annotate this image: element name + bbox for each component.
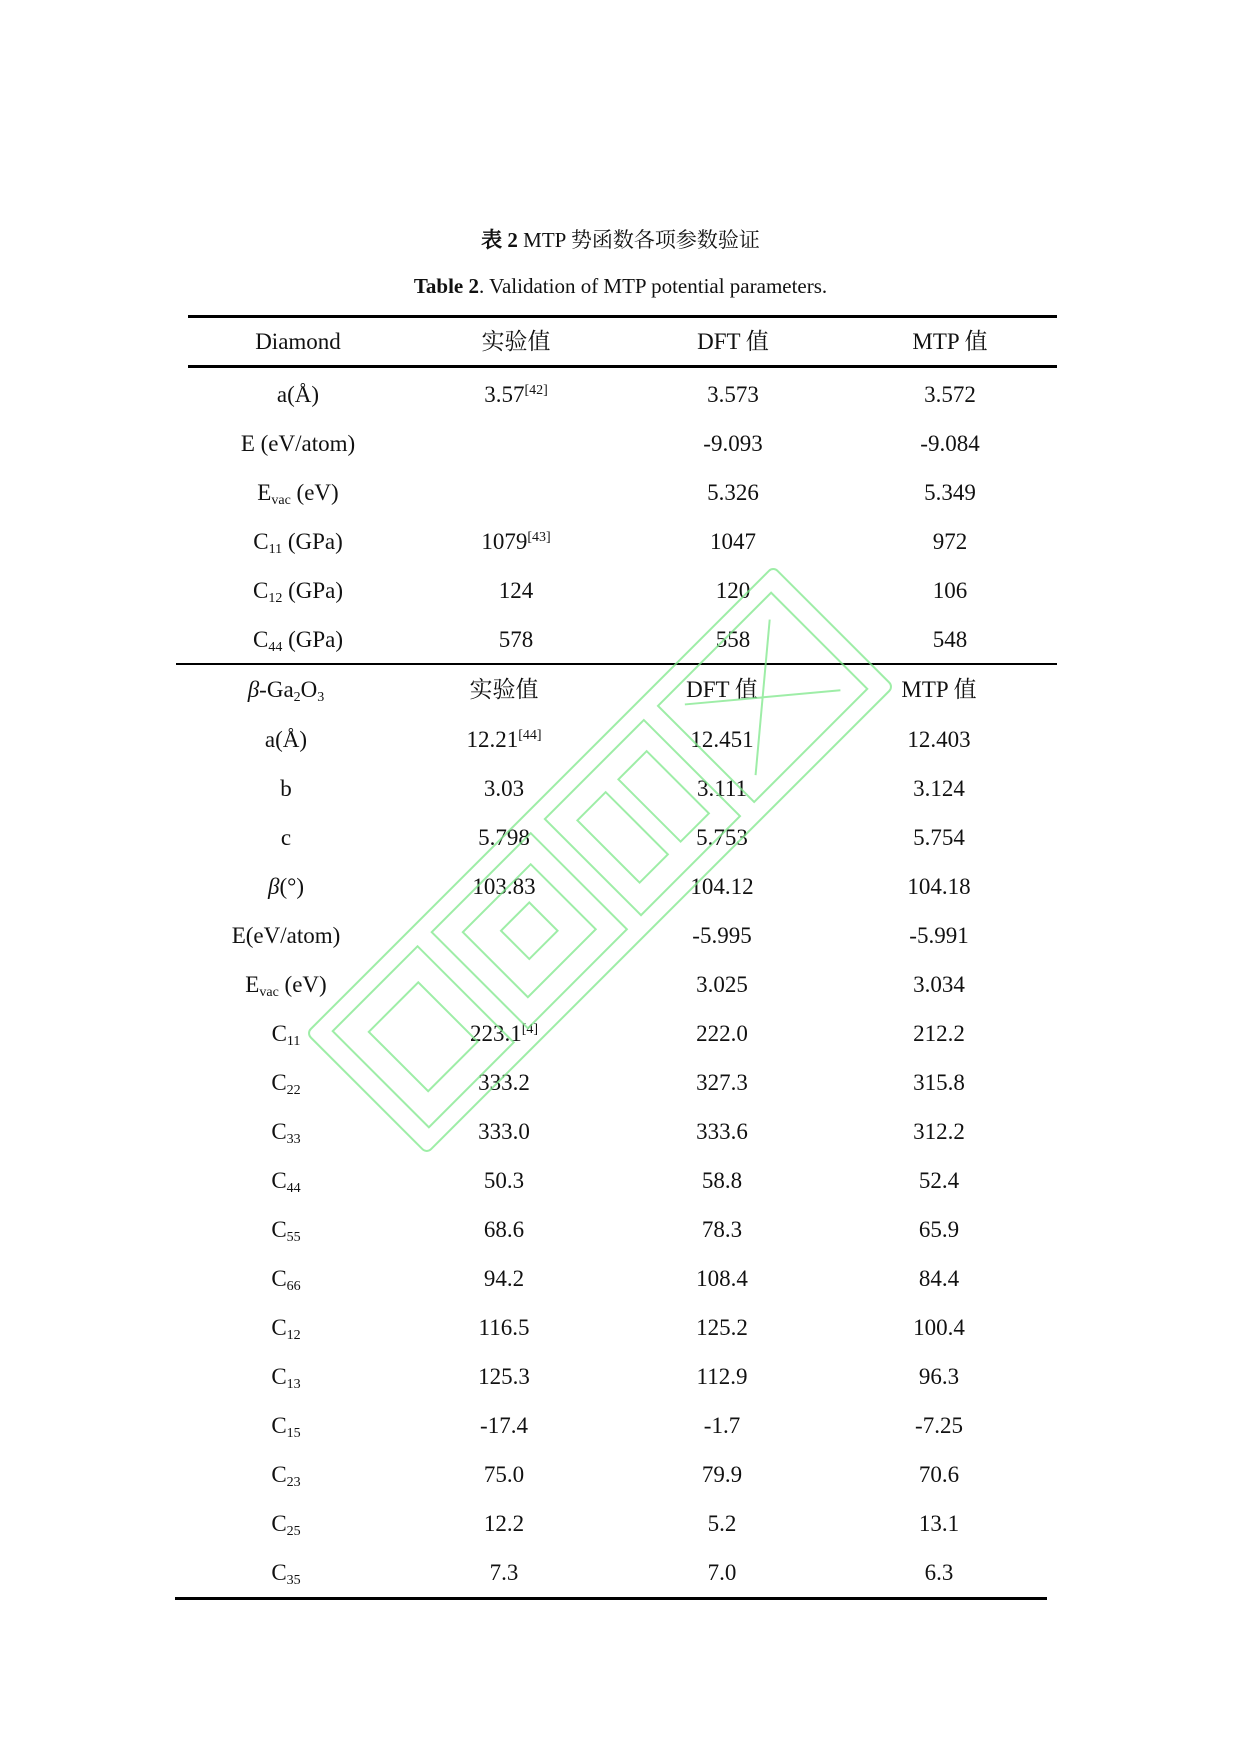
table-row [0,1362,1241,1392]
table-row [0,1117,1241,1147]
mtp-value: 972 [932,529,968,554]
table-row [0,774,1241,804]
table-row [0,1264,1241,1294]
top-rule [188,315,1057,318]
caption-text-en: . Validation of MTP potential parameters. [479,274,828,298]
exp-value: 333.0 [478,1119,530,1144]
mtp-value: 3.124 [913,776,965,801]
table-caption-english [0,274,1241,299]
table-row [0,1558,1241,1588]
exp-value: 5.798 [478,825,530,850]
header-exp: 实验值 [481,329,551,354]
row-label: $C_{22}$ [271,1070,301,1098]
mtp-value: 5.349 [924,480,976,505]
table-row [0,725,1241,755]
mtp-value: 84.4 [918,1266,960,1291]
row-label: $C_{12}$ [271,1315,301,1343]
mtp-value: 96.3 [918,1364,960,1389]
table-row [0,921,1241,951]
row-label: $C_{23}$ [271,1462,301,1490]
dft-value: 58.8 [701,1168,743,1193]
caption-label-zh: 表 2 [481,228,518,252]
table-row [0,429,1241,459]
header-mtp: MTP 值 [901,677,977,702]
table-row [0,872,1241,902]
mtp-value: -7.25 [915,1413,963,1438]
row-label: b [280,776,292,801]
mtp-value: 212.2 [913,1021,965,1046]
table-row [0,1068,1241,1098]
exp-value: 68.6 [483,1217,525,1242]
row-label: $C_{44}$ [271,1168,301,1196]
mtp-value: 3.034 [913,972,965,997]
header-exp: 实验值 [469,677,539,702]
mtp-value: 315.8 [913,1070,965,1095]
row-label: $C_{55}$ [271,1217,301,1245]
row-label: $C_{13}$ [271,1364,301,1392]
mtp-value: 5.754 [913,825,965,850]
citation: [42] [524,383,548,398]
table-row [0,970,1241,1000]
dft-value: 5.326 [707,480,759,505]
exp-value: 223.1[4] [469,1021,539,1046]
diamond-header-label: Diamond [255,329,341,354]
header-rule [188,365,1057,368]
exp-value: 1079[43] [481,529,551,554]
exp-value: 12.2 [483,1511,525,1536]
dft-value: 3.111 [696,776,748,801]
row-label: E(eV/atom) [231,923,341,948]
row-label: a(Å) [264,727,308,752]
mtp-value: 100.4 [913,1315,965,1340]
row-label: β(°) [268,874,304,899]
table-row [0,1460,1241,1490]
citation: [43] [527,530,551,545]
caption-label-en: Table 2 [413,274,479,298]
table-row [0,625,1241,655]
mtp-value: 65.9 [918,1217,960,1242]
citation: [44] [518,728,542,743]
exp-value: 3.57[42] [484,382,548,407]
mtp-value: 13.1 [918,1511,960,1536]
dft-value: 333.6 [696,1119,748,1144]
row-label: c [280,825,292,850]
table-row [0,380,1241,410]
dft-value: 327.3 [696,1070,748,1095]
row-label: $C_{11}$ (GPa) [253,529,343,557]
row-label: a(Å) [276,382,320,407]
mtp-value: 12.403 [907,727,971,752]
dft-value: 78.3 [701,1217,743,1242]
exp-value: 125.3 [478,1364,530,1389]
mtp-value: 52.4 [918,1168,960,1193]
dft-value: 12.451 [690,727,754,752]
exp-value: -17.4 [480,1413,528,1438]
table-row [0,1215,1241,1245]
dft-value: -1.7 [703,1413,741,1438]
dft-value: 3.025 [696,972,748,997]
row-label: $C_{35}$ [271,1560,301,1588]
table-caption-chinese [0,224,1241,254]
dft-value: 108.4 [696,1266,748,1291]
exp-value: 333.2 [478,1070,530,1095]
dft-value: 120 [715,578,751,603]
row-label: $E_{vac}$ (eV) [257,480,339,508]
table-row [0,1019,1241,1049]
mtp-value: 104.18 [907,874,971,899]
exp-value: 116.5 [478,1315,530,1340]
dft-value: -5.995 [692,923,752,948]
mtp-value: 312.2 [913,1119,965,1144]
ga2o3-header-row [0,675,1241,705]
row-label: $C_{11}$ [271,1021,301,1049]
ga2o3-header-label: $\beta-Ga_2O_3$ [247,677,325,705]
dft-value: 79.9 [701,1462,743,1487]
dft-value: 5.2 [707,1511,737,1536]
row-label: E (eV/atom) [240,431,356,456]
mtp-value: 548 [932,627,968,652]
dft-value: 558 [715,627,751,652]
exp-value: 75.0 [483,1462,525,1487]
header-dft: DFT 值 [697,329,769,354]
row-label: $C_{25}$ [271,1511,301,1539]
exp-value: 124 [498,578,534,603]
row-label: $C_{33}$ [271,1119,301,1147]
table-row [0,576,1241,606]
dft-value: 7.0 [707,1560,737,1585]
section-rule [176,663,1057,665]
dft-value: 104.12 [690,874,754,899]
table-row [0,1313,1241,1343]
exp-value: 50.3 [483,1168,525,1193]
mtp-value: -5.991 [909,923,969,948]
dft-value: 5.753 [696,825,748,850]
exp-value: 12.21[44] [466,727,542,752]
exp-value: 103.83 [472,874,536,899]
dft-value: -9.093 [703,431,763,456]
mtp-value: -9.084 [920,431,980,456]
dft-value: 112.9 [696,1364,748,1389]
row-label: $E_{vac}$ (eV) [245,972,327,1000]
row-label: $C_{15}$ [271,1413,301,1441]
table-row [0,478,1241,508]
citation: [4] [521,1022,539,1037]
table-row [0,1411,1241,1441]
header-mtp: MTP 值 [912,329,988,354]
exp-value: 3.03 [483,776,525,801]
diamond-header-row [0,327,1241,357]
row-label: $C_{44}$ (GPa) [252,627,344,655]
dft-value: 1047 [710,529,756,554]
mtp-value: 6.3 [924,1560,954,1585]
bottom-rule [175,1597,1047,1600]
exp-value: 94.2 [483,1266,525,1291]
dft-value: 125.2 [696,1315,748,1340]
table-row [0,823,1241,853]
table-row [0,1166,1241,1196]
table-row [0,1509,1241,1539]
exp-value: 7.3 [489,1560,519,1585]
dft-value: 3.573 [707,382,759,407]
mtp-value: 3.572 [924,382,976,407]
mtp-value: 70.6 [918,1462,960,1487]
exp-value: 578 [498,627,534,652]
mtp-value: 106 [932,578,968,603]
dft-value: 222.0 [696,1021,748,1046]
row-label: $C_{12}$ (GPa) [252,578,344,606]
table-row [0,527,1241,557]
header-dft: DFT 值 [686,677,758,702]
caption-text-zh: MTP 势函数各项参数验证 [517,228,760,252]
row-label: $C_{66}$ [271,1266,301,1294]
